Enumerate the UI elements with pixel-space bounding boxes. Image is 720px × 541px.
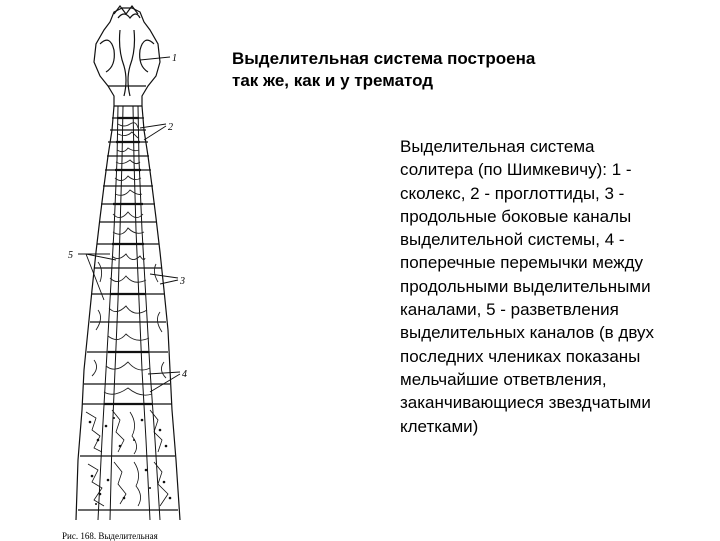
callout-4: 4 — [182, 369, 187, 380]
branching-canals — [92, 123, 166, 395]
callout-leaders — [78, 57, 180, 392]
slide-title: Выделительная система построена так же, как и у трематод — [232, 49, 536, 90]
tapeworm-illustration — [40, 0, 220, 540]
figure-description: Выделительная система солитера (по Шимкевичу): 1 - сколекс, 2 - проглоттиды, 3 - продольные боковые каналы выделительной системы, 4 - поперечные перемычки между продольными выделительными каналами, 5 - разветвления выделительных каналов (в двух последних члениках показаны мельчайшие ответвления, заканчивающиеся звездчатыми клетками) — [400, 137, 654, 436]
callout-2: 2 — [168, 122, 173, 133]
callout-5: 5 — [68, 250, 73, 261]
callout-1: 1 — [172, 53, 177, 64]
callout-3: 3 — [180, 276, 185, 287]
proglottid-segments — [76, 106, 180, 520]
figure-caption-fragment: Рис. 168. Выделительная — [62, 531, 158, 541]
scolex-drawing — [94, 6, 160, 106]
longitudinal-canals — [98, 106, 160, 520]
